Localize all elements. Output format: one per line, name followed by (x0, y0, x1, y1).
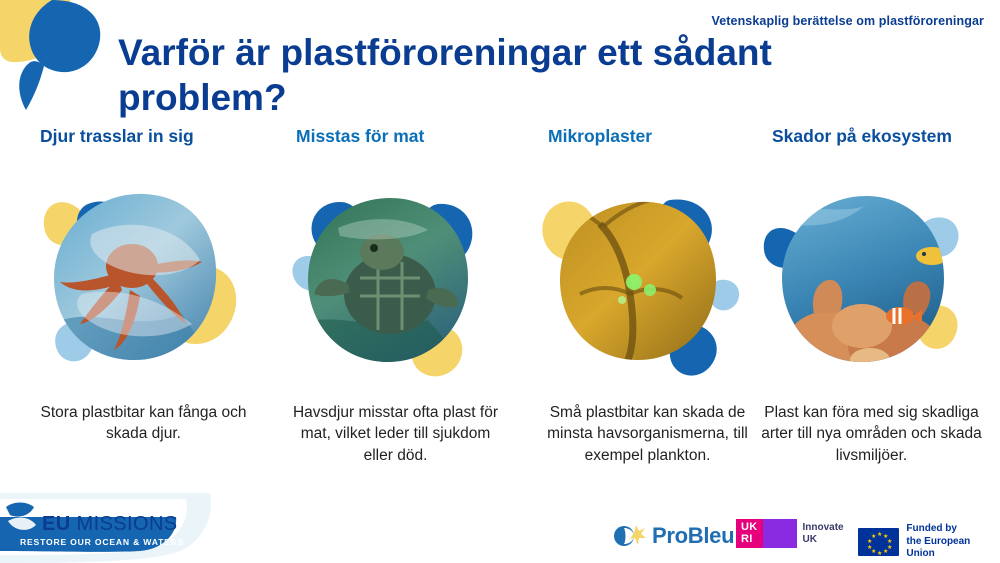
eu-funding-text (906, 523, 1000, 561)
page-title: Varför är plastföroreningar ett sådant problem? (118, 32, 772, 119)
innovate-line1: Innovate (802, 522, 844, 534)
column-caption-3: Plast kan föra med sig skadliga arter till nya områden och skada livsmiljöer. (761, 404, 982, 464)
illustration-octopus (22, 174, 257, 402)
innovate-uk-label (803, 522, 844, 545)
column-title-3: Skador på ekosystem (772, 126, 952, 146)
eu-missions-subtitle: RESTORE OUR OCEAN & WATERS (20, 537, 185, 547)
ukri-line2: RI (741, 532, 753, 545)
innovate-line2: UK (802, 533, 817, 545)
probleu-wordmark: ProBleu (652, 523, 735, 548)
content-column-0 (22, 126, 257, 506)
eu-funding-logo (858, 523, 1000, 561)
decorative-logo-blob (0, 0, 108, 118)
ukri-line1: UK (741, 521, 758, 533)
column-caption-2: Små plastbitar kan skada de minsta havsorganismerna, till exempel plankton. (547, 404, 748, 464)
column-title-1: Misstas för mat (296, 126, 425, 146)
eu-missions-title (42, 513, 178, 536)
eu-flag-icon: ★ ★ ★ ★ ★ ★ ★ ★ ★ ★ (858, 528, 899, 556)
column-caption-0: Stora plastbitar kan fånga och skada djur. (40, 404, 247, 443)
eu-missions-thin: MISSIONS (70, 513, 178, 535)
illustration-turtle (278, 174, 513, 402)
probleu-logo (612, 519, 734, 553)
illustration-plankton (530, 174, 765, 402)
illustration-coral-reef (754, 174, 989, 402)
eu-missions-strong: EU (42, 513, 71, 535)
content-column-3 (754, 126, 989, 506)
eu-funded-line1: Funded by (906, 523, 957, 534)
probleu-mark-icon (612, 519, 646, 553)
ukri-logo (736, 519, 844, 548)
header-kicker: Vetenskaplig berättelse om plastföroreningar (711, 14, 984, 28)
column-title-0: Djur trasslar in sig (40, 126, 194, 146)
column-title-2: Mikroplaster (548, 126, 653, 146)
content-column-1 (278, 126, 513, 506)
column-caption-1: Havsdjur misstar ofta plast för mat, vilket leder till sjukdom eller död. (292, 404, 498, 464)
innovate-uk-mark (763, 519, 797, 548)
eu-funded-line2: the European Union (906, 535, 971, 559)
content-column-2 (530, 126, 765, 506)
content-columns (0, 126, 1000, 506)
ukri-mark (736, 519, 763, 548)
